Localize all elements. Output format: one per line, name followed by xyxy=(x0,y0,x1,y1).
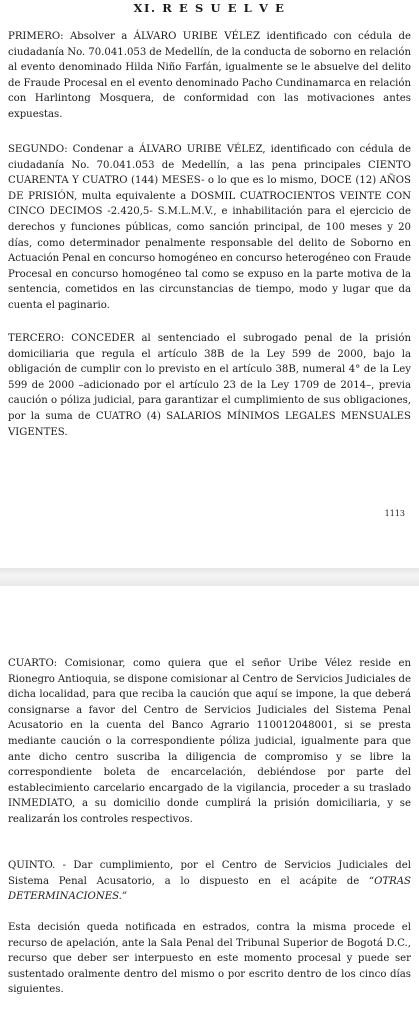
page-number: 1113 xyxy=(384,509,405,518)
paragraph-segundo: SEGUNDO: Condenar a ÁLVARO URIBE VÉLEZ, identificado con cédula de ciudadanía No. 70.041.053 de Medellín, a las pena principales CIENTO CUARENTA Y CUATRO (144) MESES- o lo que es lo mismo, DOCE (12) AÑOS DE PRISIÓN, multa equivalente a DOSMIL CUATROCIENTOS VEINTE CON CINCO DECIMOS -2.420,5- S.M.L.M.V., e inhabilitación para el ejercicio de derechos y funciones públicas, como sanción principal, de 100 meses y 20 días, como determinador penalmente responsable del delito de Soborno en Actuación Penal en concurso homogéneo en concurso heterogéneo con Fraude Procesal en concurso homogéneo tal como se expuso en la parte motiva de la sentencia, cometidos en las circunstancias de tiempo, modo y lugar que da cuenta el paginario. xyxy=(8,144,411,311)
paragraph-quinto-quote: “OTRAS DETERMINACIONES.” xyxy=(8,875,411,903)
document-page-2 xyxy=(0,586,419,1024)
paragraph-notificacion: Esta decisión queda notificada en estrados, contra la misma procede el recurso de apelación, ante la Sala Penal del Tribunal Superior de Bogotá D.C., recurso que deber ser interpuesto en este momento procesal y puede ser sustentado oralmente dentro del mismo o por escrito dentro de los cinco días siguientes. xyxy=(8,922,411,996)
paragraph-quinto xyxy=(8,858,411,905)
paragraph-primero: PRIMERO: Absolver a ÁLVARO URIBE VÉLEZ identificado con cédula de ciudadanía No. 70.041.053 de Medellín, de la conducta de soborno en relación al evento denominado Hilda Niño Farfán, igualmente se le absuelve del delito de Fraude Procesal en el evento denominado Pacho Cundinamarca en relación con Harlintong Mosquera, de conformidad con las motivaciones antes expuestas. xyxy=(8,31,411,120)
paragraph-quinto-text: QUINTO. - Dar cumplimiento, por el Centro de Servicios Judiciales del Sistema Penal Acusatorio, a lo dispuesto en el acápite de xyxy=(8,860,411,887)
paragraph-tercero: TERCERO: CONCEDER al sentenciado el subrogado penal de la prisión domiciliaria que regula el artículo 38B de la Ley 599 de 2000, bajo la obligación de cumplir con lo previsto en el artículo 38B, numeral 4° de la Ley 599 de 2000 –adicionado por el artículo 23 de la Ley 1709 de 2014–, previa caución o póliza judicial, para garantizar el cumplimiento de sus obligaciones, por la suma de CUATRO (4) SALARIOS MÍNIMOS LEGALES MENSUALES VIGENTES. xyxy=(8,333,411,438)
section-heading: XI. R E S U E L V E xyxy=(133,1,286,15)
paragraph-cuarto: CUARTO: Comisionar, como quiera que el señor Uribe Vélez reside en Rionegro Antioquia, se dispone comisionar al Centro de Servicios Judiciales de dicha localidad, para que reciba la caución que aquí se impone, la que deberá consignarse a favor del Centro de Servicios Judiciales del Sistema Penal Acusatorio en la cuenta del Banco Agrario 110012048001, si se presta mediante caución o la correspondiente póliza judicial, igualmente para que ante dicho centro suscriba la diligencia de compromiso y se libre la correspondiente boleta de encarcelación, debiéndose por parte del establecimiento carcelario encargado de la vigilancia, proceder a su traslado INMEDIATO, a su domicilio donde cumplirá la prisión domiciliaria, y se realizarán los controles respectivos. xyxy=(8,658,411,825)
page-separator xyxy=(0,568,419,586)
